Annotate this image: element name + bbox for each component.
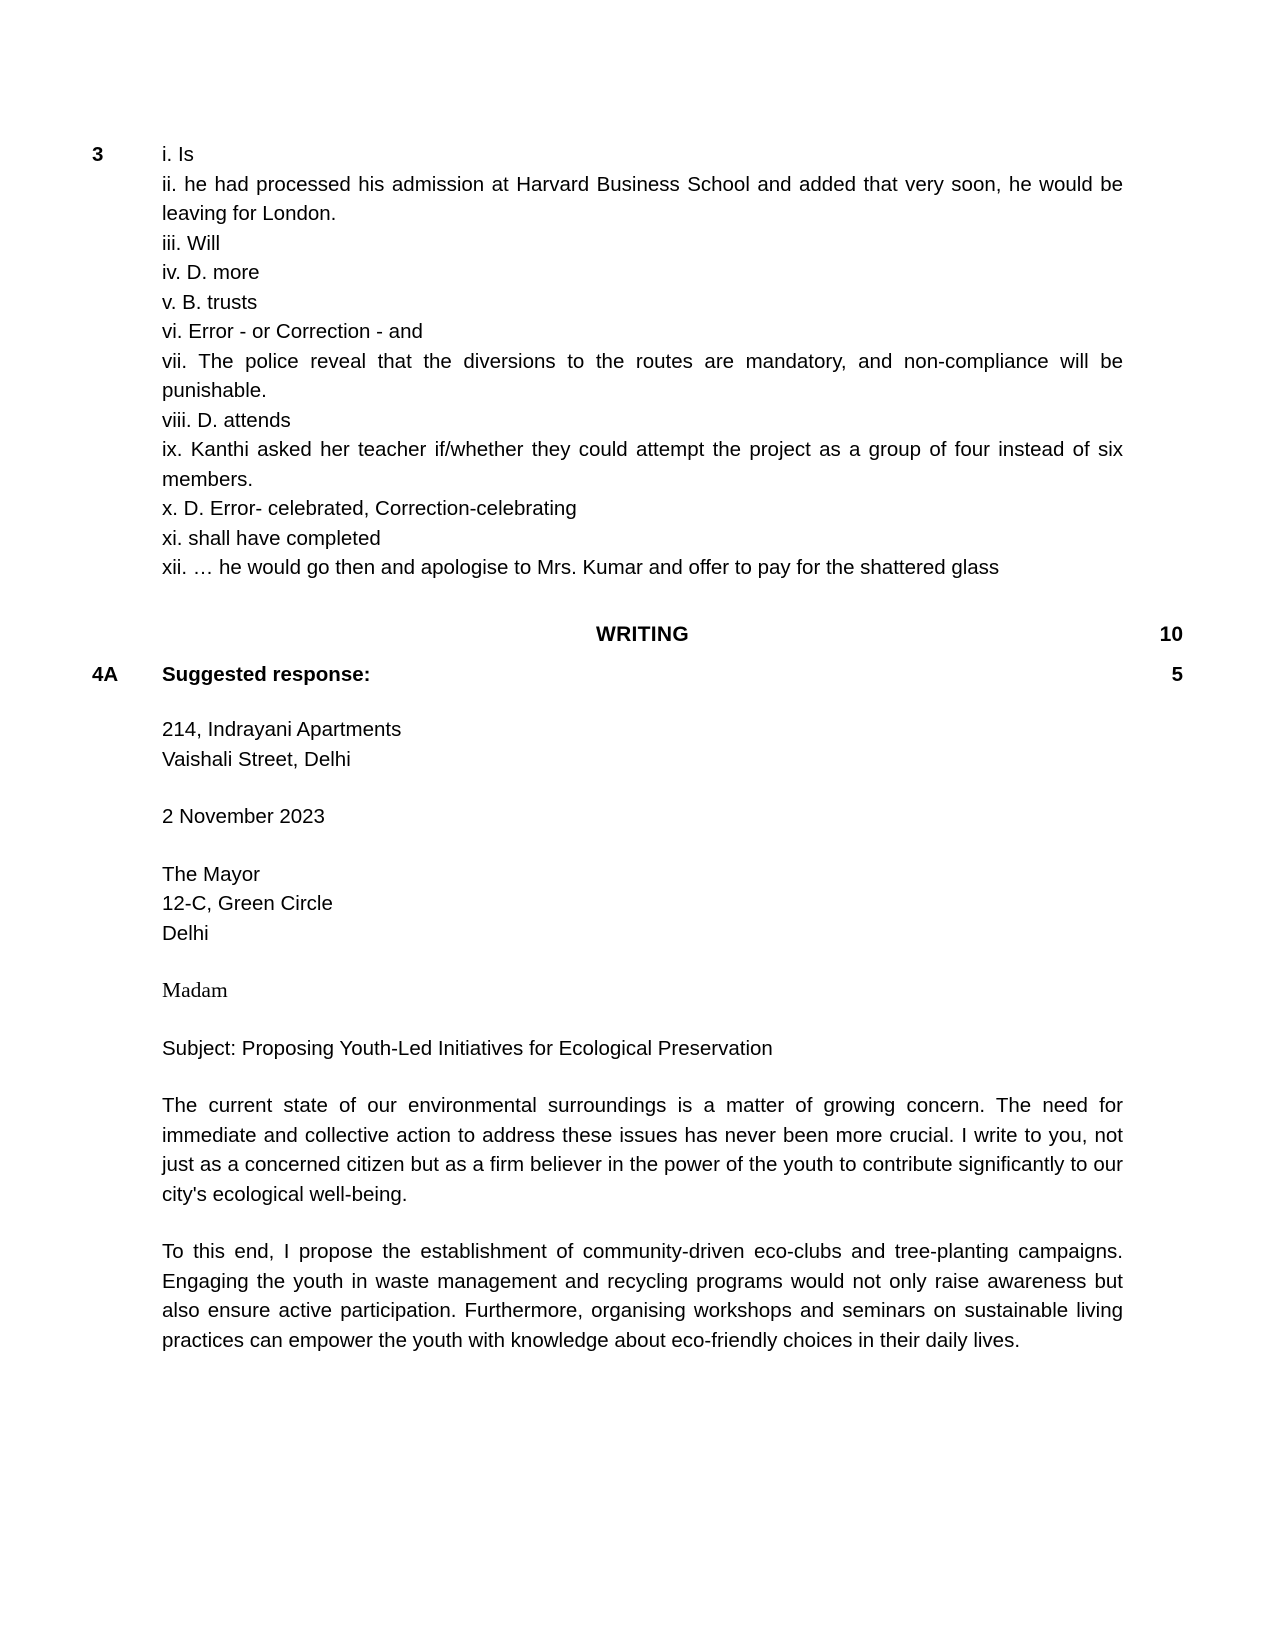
letter-paragraph-1: The current state of our environmental surroundings is a matter of growing concern. The need for immediate and collective action to address these issues has never been more crucial. I write to you, not just as a concerned citizen but as a firm believer in the power of the youth to contribute significantly to our city's ecological well-being. [162,1094,1123,1206]
answer-block-4a-header [92,660,1183,690]
answer-item-ix: ix. Kanthi asked her teacher if/whether they could attempt the project as a group of four instead of six members. [162,438,1123,491]
recipient-address-line-1: The Mayor [162,862,260,886]
section-title-text: WRITING [595,622,690,646]
answer-item-i: i. Is [162,143,194,166]
answer-item-ii: ii. he had processed his admission at Harvard Business School and added that very soon, he would be leaving for London. [162,172,1123,225]
sender-address [162,715,1123,774]
recipient-address-line-2: 12-C, Green Circle [162,892,333,915]
letter-date [162,802,1123,832]
answer-item-x: x. D. Error- celebrated, Correction-celebrating [162,497,577,520]
question-number-3: 3 [92,143,104,166]
answer-item-xi: xi. shall have completed [162,526,381,550]
answer-item-iii: iii. Will [162,231,221,255]
marks-answer-4a: 5 [1171,662,1183,686]
answer-item-vii: vii. The police reveal that the diversions to the routes are mandatory, and non-compliance will be punishable. [162,349,1123,402]
section-marks-writing: 10 [1159,622,1183,646]
answer-3-items [162,140,1123,583]
letter [162,715,1123,1355]
recipient-address [162,860,1123,949]
section-heading-writing [92,623,1183,647]
sender-address-line-1: 214, Indrayani Apartments [162,718,402,741]
letter-paragraph-2: To this end, I propose the establishment of community-driven eco-clubs and tree-planting campaigns. Engaging the youth in waste management and recycling programs would not only raise awareness but also ensure active participation. Furthermore, organising workshops and seminars on sustainable living practices can empower the youth with knowledge about eco-friendly choices in their daily lives. [162,1240,1123,1352]
answer-block-3 [92,140,1183,583]
answer-item-v: v. B. trusts [162,290,258,314]
answer-item-xii: xii. … he would go then and apologise to Mrs. Kumar and offer to pay for the shattered glass [162,556,1000,579]
sender-address-line-2: Vaishali Street, Delhi [162,747,351,771]
letter-date-text: 2 November 2023 [162,805,325,828]
suggested-response-label: Suggested response: [162,662,371,686]
letter-salutation: Madam [162,978,228,1002]
recipient-address-line-3: Delhi [162,921,209,945]
question-number-4a: 4A [92,662,119,686]
answer-item-viii: viii. D. attends [162,408,291,432]
answer-block-4a-body [92,689,1183,1383]
answer-item-iv: iv. D. more [162,261,260,284]
letter-subject: Subject: Proposing Youth-Led Initiatives for Ecological Preservation [162,1036,773,1060]
answer-item-vi: vi. Error - or Correction - and [162,320,423,343]
